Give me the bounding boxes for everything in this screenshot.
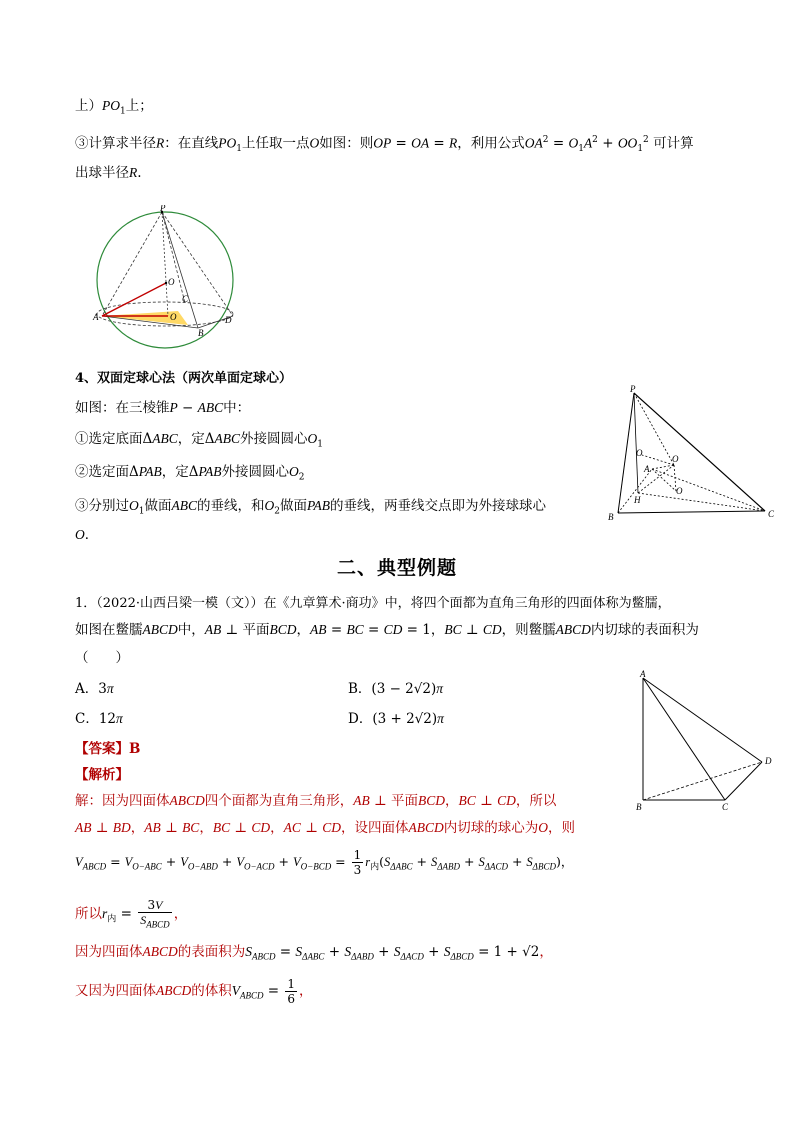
- option-a: A．3π: [75, 681, 114, 697]
- analysis-label: 【解析】: [75, 767, 129, 783]
- section-2-title: 二、典型例题: [336, 557, 457, 579]
- text-frag: 做面: [144, 498, 172, 514]
- text-frag: 内切球的球心为: [443, 820, 539, 836]
- text-frag: ③计算求半径: [75, 135, 156, 152]
- text-frag: 做面: [279, 498, 307, 514]
- svg-text:C: C: [182, 294, 189, 304]
- svg-text:A: A: [640, 669, 646, 679]
- question-1-line-1: 1．（2022·山西吕梁一模（文））在《九章算术·商功》中，将四个面都为直角三角形的四面体称为鳖臑，: [75, 596, 671, 611]
- svg-text:B: B: [608, 512, 614, 522]
- section-4-title: 4、双面定球心法（两次单面定球心）: [75, 371, 293, 386]
- text-frag: 外接圆圆心: [240, 431, 308, 447]
- solution-line-5: 因为四面体ABCD的表面积为$S_{ABCD} = S_{\Delta ABC} + S_{\Delta ABD} + S_{\Delta ACD} + S_{\Delta BCD} = 1 + √2$，: [75, 944, 553, 962]
- text-frag: 上；: [125, 98, 153, 114]
- solution-line-2: AB ⊥ BD，AB ⊥ BC，BC ⊥ CD，AC ⊥ CD，设四面体ABCD内切球的球心为O，则: [75, 820, 575, 836]
- svg-text:O: O: [676, 486, 683, 496]
- svg-text:D: D: [225, 315, 232, 325]
- text-frag: 如图：则: [319, 135, 374, 152]
- text-frag: ，则: [547, 820, 575, 836]
- text-frag: 四个面都为直角三角形，: [204, 793, 354, 809]
- text-frag: 出球半径: [75, 165, 129, 181]
- svg-text:D: D: [765, 756, 772, 766]
- text-frag: 外接圆圆心: [221, 464, 289, 480]
- svg-text:A: A: [93, 312, 99, 322]
- text-line: O．: [75, 527, 99, 543]
- text-frag: ②选定面: [75, 464, 129, 480]
- text-frag: 平面: [391, 793, 419, 809]
- text-line: 出球半径R.: [75, 165, 142, 181]
- text-line: ③分别过$O_1$做面ABC的垂线，和$O_2$做面PAB的垂线，两垂线交点即为外接球球心: [75, 498, 546, 517]
- text-frag: 的垂线，和: [196, 498, 265, 514]
- text-frag: 解：因为四面体: [75, 793, 170, 809]
- text-frag: ，设四面体: [340, 820, 409, 836]
- pyramid-figure: [600, 383, 785, 523]
- option-c: C．12π: [75, 711, 123, 727]
- option-d: D．(3 + 2√2)π: [348, 711, 444, 727]
- svg-text:H: H: [634, 495, 641, 505]
- option-b: B．(3 − 2√2)π: [348, 681, 443, 697]
- text-frag: 如图：在三棱锥: [75, 400, 170, 416]
- text-frag: 中：: [223, 400, 251, 416]
- text-frag: A．: [75, 681, 99, 697]
- text-frag: 上）: [75, 98, 102, 114]
- text-frag: 又因为四面体: [75, 983, 156, 999]
- text-line: ②选定面ΔPAB，定ΔPAB外接圆圆心$O_2$: [75, 464, 305, 483]
- svg-text:O: O: [170, 312, 177, 322]
- svg-text:B: B: [198, 328, 204, 338]
- text-frag: ，定: [177, 431, 205, 447]
- solution-line-1: 解：因为四面体ABCD四个面都为直角三角形，AB ⊥ 平面BCD，BC ⊥ CD，所以: [75, 793, 557, 809]
- svg-text:P: P: [630, 384, 636, 394]
- text-frag: 的表面积为: [177, 944, 246, 960]
- text-frag: 所以: [75, 906, 102, 923]
- text-frag: ：在直线: [164, 135, 219, 152]
- text-frag: 可计算: [653, 135, 694, 152]
- text-frag: ，定: [161, 464, 189, 480]
- text-frag: ，则鳖臑: [501, 622, 556, 638]
- svg-text:P: P: [160, 205, 166, 213]
- text-frag: 中，: [177, 622, 205, 638]
- question-blank: （ ）: [75, 650, 129, 666]
- text-frag: ③分别过: [75, 498, 129, 514]
- svg-text:O: O: [168, 277, 175, 287]
- svg-text:A: A: [644, 464, 650, 474]
- svg-text:O: O: [672, 454, 679, 464]
- svg-text:O: O: [636, 448, 643, 458]
- text-line: 如图在鳖臑ABCD中，AB ⊥ 平面BCD，AB = BC = CD = 1，BC ⊥ CD，则鳖臑ABCD内切球的表面积为: [75, 622, 699, 638]
- answer-label: 【答案】B: [75, 741, 141, 757]
- text-frag: 平面: [242, 622, 270, 638]
- solution-formula-volume: $V_{ABCD} = V_{O-ABC} + V_{O-ABD} + V_{O-ACD} + V_{O-BCD}$ = $\frac{1}{3}$ $r_内(S_{\Delta ABC} + S_{\Delta ABD} + S_{\Delta ACD} + S_{\Delta BCD})$，: [75, 848, 574, 877]
- text-frag: 上任取一点: [241, 135, 310, 152]
- svg-text:B: B: [636, 802, 642, 812]
- text-frag: 因为四面体: [75, 944, 143, 960]
- text-line: ③计算求半径R：在直线$PO_1$上任取一点O如图：则OP = OA = R，利用公式$OA^2 = O_1A^2 + OO_1^2$ 可计算: [75, 135, 694, 155]
- svg-text:C: C: [768, 509, 775, 519]
- text-line: ①选定底面ΔABC，定ΔABC外接圆圆心$O_1$: [75, 431, 323, 450]
- text-frag: B．: [348, 681, 372, 697]
- text-frag: ①选定底面: [75, 431, 143, 447]
- svg-text:C: C: [722, 802, 729, 812]
- solution-line-4: 所以$r_内$ = $\frac{3V}{S_{ABCD}}$ ，: [75, 898, 188, 930]
- text-frag: D．: [348, 711, 373, 727]
- text-frag: ，所以: [515, 793, 557, 809]
- solution-line-6: 又因为四面体ABCD的体积$V_{ABCD}$ = $\frac{1}{6}$ ，: [75, 977, 313, 1006]
- text-frag: 如图在鳖臑: [75, 622, 143, 638]
- text-frag: 的垂线，两垂线交点即为外接球球心: [329, 498, 546, 514]
- text-line: 上）$PO_1$上；: [75, 98, 153, 117]
- text-frag: 的体积: [191, 983, 232, 999]
- text-frag: 内切球的表面积为: [590, 622, 699, 638]
- sphere-figure: [90, 205, 240, 355]
- text-frag: C．: [75, 711, 99, 727]
- tetrahedron-figure: [630, 668, 780, 818]
- text-frag: ，利用公式: [457, 135, 525, 152]
- text-line: 如图：在三棱锥P − ABC中：: [75, 400, 251, 416]
